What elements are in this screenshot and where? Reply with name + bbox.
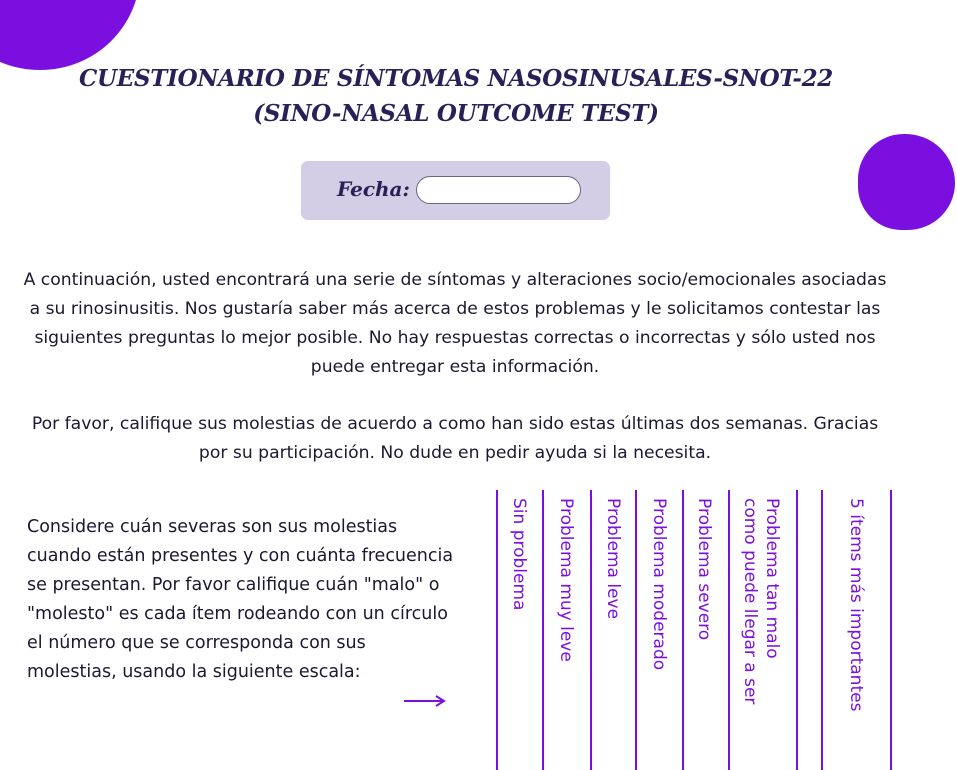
decorative-blob-top-left <box>0 0 140 70</box>
scale-label-1: Problema muy leve <box>556 498 576 662</box>
scale-label-5-line2: como puede llegar a ser <box>740 498 760 705</box>
instructions-paragraph: Por favor, califique sus molestias de acuerdo a como han sido estas últimas dos semanas. Gracias por su participación. No dude en pedir ayuda si la necesita. <box>31 414 879 463</box>
scale-label-5-line1: Problema tan malo <box>762 498 782 659</box>
scale-column-divider-b <box>590 490 592 770</box>
important-items-label: 5 ítems más importantes <box>846 498 866 712</box>
date-box <box>301 161 610 220</box>
scale-instructions: Considere cuán severas son sus molestias cuando están presentes y con cuánta frecuencia se presentan. Por favor califique cuán "malo" o "molesto" es cada ítem rodeando con un círculo el número que se corresponda con sus molestias, usando la siguiente escala: <box>27 517 454 682</box>
scale-label-4: Problema severo <box>694 498 714 641</box>
page-subtitle: (SINO-NASAL OUTCOME TEST) <box>253 100 659 127</box>
date-input[interactable] <box>416 176 581 204</box>
scale-label-0: Sin problema <box>509 498 529 611</box>
scale-label-3: Problema moderado <box>649 498 669 671</box>
scale-label-2: Problema leve <box>603 498 623 620</box>
arrow-right-icon <box>404 693 446 709</box>
date-label: Fecha: <box>337 177 410 201</box>
decorative-blob-right <box>858 134 955 230</box>
page-title: CUESTIONARIO DE SÍNTOMAS NASOSINUSALES-SNOT-22 <box>79 65 833 92</box>
intro-paragraph: A continuación, usted encontrará una serie de síntomas y alteraciones socio/emocionales asociadas a su rinosinusitis. Nos gustaría saber más acerca de estos problemas y le solicitamos contestar las siguientes preguntas lo mejor posible. No hay respuestas correctas o incorrectas y sólo usted nos puede entregar esta información. <box>23 270 887 377</box>
